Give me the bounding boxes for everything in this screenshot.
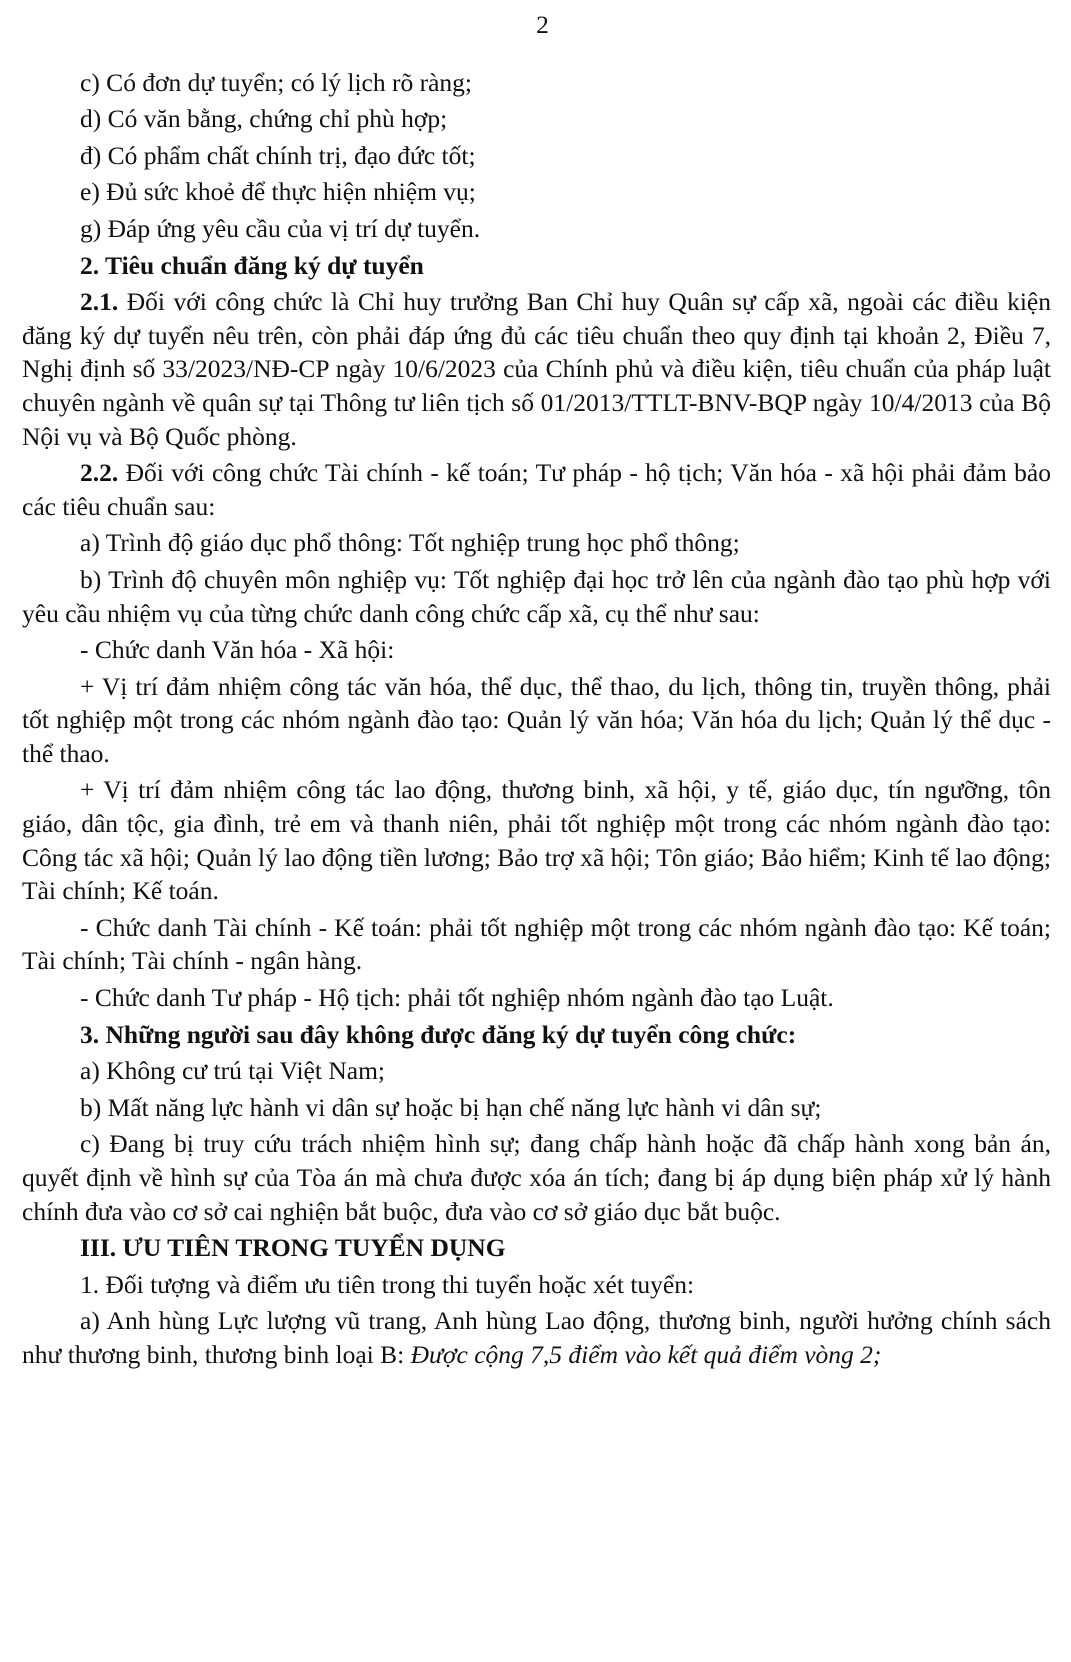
page-number: 2: [536, 10, 549, 39]
paragraph-2-2-text: Đối với công chức Tài chính - kế toán; Tư pháp - hộ tịch; Văn hóa - xã hội phải đảm bảo các tiêu chuẩn sau:: [22, 458, 1051, 521]
title-tu-phap-ho-tich: - Chức danh Tư pháp - Hộ tịch: phải tốt nghiệp nhóm ngành đào tạo Luật.: [80, 983, 834, 1013]
vhxh-position-2: + Vị trí đảm nhiệm công tác lao động, thương binh, xã hội, y tế, giáo dục, tín ngưỡng, tôn giáo, dân tộc, gia đình, trẻ em và thanh niên, phải tốt nghiệp một trong các nhóm ngành đào tạo: Công tác xã hội; Quản lý lao động tiền lương; Bảo trợ xã hội; Tôn giáo; Bảo hiểm; Kinh tế lao động; Tài chính; Kế toán.: [22, 775, 1051, 906]
paragraph-2-2-label: 2.2.: [80, 458, 119, 488]
part-3-heading: III. ƯU TIÊN TRONG TUYỂN DỤNG: [80, 1233, 506, 1263]
paragraph-2-1-label: 2.1.: [80, 287, 119, 317]
priority-item-1: 1. Đối tượng và điểm ưu tiên trong thi tuyển hoặc xét tuyển:: [80, 1269, 695, 1299]
vhxh-position-1: + Vị trí đảm nhiệm công tác văn hóa, thể dục, thể thao, du lịch, thông tin, truyền thông, phải tốt nghiệp một trong các nhóm ngành đào tạo: Quản lý văn hóa; Văn hóa du lịch; Quản lý thể dục - thể thao.: [22, 671, 1051, 768]
priority-a: [22, 1304, 1051, 1371]
standard-b: b) Trình độ chuyên môn nghiệp vụ: Tốt nghiệp đại học trở lên của ngành đào tạo phù hợp với yêu cầu nhiệm vụ của từng chức danh công chức cấp xã, cụ thể như sau:: [22, 564, 1051, 628]
exclusion-a: a) Không cư trú tại Việt Nam;: [80, 1056, 385, 1086]
paragraph-2-2: [22, 456, 1051, 523]
condition-g: g) Đáp ứng yêu cầu của vị trí dự tuyển.: [80, 213, 481, 243]
paragraph-2-1-text: Đối với công chức là Chỉ huy trưởng Ban Chỉ huy Quân sự cấp xã, ngoài các điều kiện đăng ký dự tuyển nêu trên, còn phải đáp ứng đủ các tiêu chuẩn theo quy định tại khoản 2, Điều 7, Nghị định số 33/2023/NĐ-CP ngày 10/6/2023 của Chính phủ và điều kiện, tiêu chuẩn của pháp luật chuyên ngành về quân sự tại Thông tư liên tịch số 01/2013/TTLT-BNV-BQP ngày 10/4/2013 của Bộ Nội vụ và Bộ Quốc phòng.: [22, 287, 1051, 451]
condition-e: e) Đủ sức khoẻ để thực hiện nhiệm vụ;: [80, 177, 476, 207]
paragraph-2-1: [22, 285, 1051, 453]
condition-d: d) Có văn bằng, chứng chỉ phù hợp;: [80, 104, 448, 134]
priority-a-points: Được cộng 7,5 điểm vào kết quả điểm vòng 2;: [410, 1339, 882, 1369]
section-2-heading: 2. Tiêu chuẩn đăng ký dự tuyển: [80, 250, 424, 280]
title-tai-chinh-ke-toan: - Chức danh Tài chính - Kế toán: phải tốt nghiệp một trong các nhóm ngành đào tạo: Kế toán; Tài chính; Tài chính - ngân hàng.: [22, 912, 1051, 976]
exclusion-b: b) Mất năng lực hành vi dân sự hoặc bị hạn chế năng lực hành vi dân sự;: [80, 1092, 822, 1122]
standard-a: a) Trình độ giáo dục phổ thông: Tốt nghiệp trung học phổ thông;: [80, 528, 740, 558]
title-van-hoa-xa-hoi: - Chức danh Văn hóa - Xã hội:: [80, 635, 395, 665]
condition-c: c) Có đơn dự tuyển; có lý lịch rõ ràng;: [80, 67, 473, 97]
condition-dd: đ) Có phẩm chất chính trị, đạo đức tốt;: [80, 140, 476, 170]
priority-a-text: a) Anh hùng Lực lượng vũ trang, Anh hùng Lao động, thương binh, người hưởng chính sách như thương binh, thương binh loại B:: [22, 1306, 1051, 1369]
section-3-heading: 3. Những người sau đây không được đăng ký dự tuyển công chức:: [80, 1019, 797, 1049]
exclusion-c: c) Đang bị truy cứu trách nhiệm hình sự; đang chấp hành hoặc đã chấp hành xong bản án, quyết định về hình sự của Tòa án mà chưa được xóa án tích; đang bị áp dụng biện pháp xử lý hành chính đưa vào cơ sở cai nghiện bắt buộc, đưa vào cơ sở giáo dục bắt buộc.: [22, 1129, 1051, 1226]
